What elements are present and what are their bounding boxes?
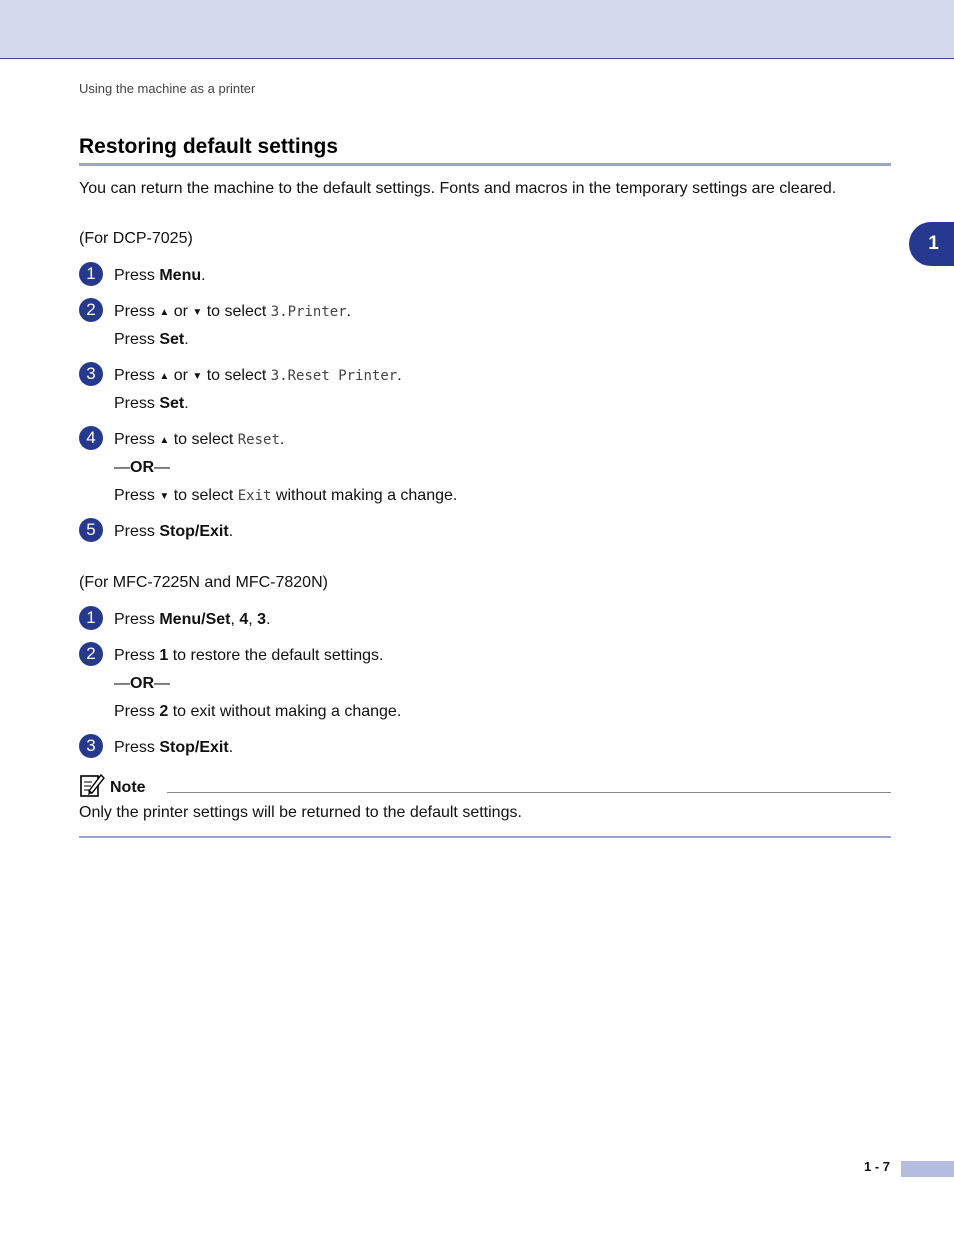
step-number-badge: 3	[79, 734, 103, 758]
step-a5	[79, 520, 234, 542]
step-punct: .	[266, 611, 271, 628]
intro-paragraph: You can return the machine to the default settings. Fonts and macros in the temporary settings are cleared.	[79, 180, 837, 197]
step-text: Press	[114, 367, 160, 384]
step-b3	[79, 736, 234, 758]
down-arrow-icon: ▼	[159, 491, 170, 502]
step-text: to select	[169, 431, 238, 448]
key-label: Stop/Exit	[159, 523, 229, 540]
step-text: Press	[114, 267, 160, 284]
key-label: Set	[159, 395, 185, 412]
step-text: to select	[169, 487, 238, 504]
header-band	[0, 0, 954, 59]
key-label: 2	[159, 703, 169, 720]
lcd-text: Reset	[237, 432, 280, 448]
up-arrow-icon: ▲	[159, 307, 170, 318]
step-number-badge: 4	[79, 426, 103, 450]
step-a1	[79, 264, 206, 286]
key-label: Set	[159, 331, 185, 348]
page-number-bar	[901, 1161, 954, 1177]
chapter-number: 1	[928, 233, 939, 254]
note-header	[79, 772, 891, 798]
chapter-tab[interactable]	[909, 222, 954, 266]
dash: —	[154, 459, 170, 476]
step-punct: ,	[248, 611, 258, 628]
or-separator	[114, 674, 170, 694]
key-label: 3	[257, 611, 267, 628]
step-text: Press	[114, 739, 160, 756]
step-number-badge: 3	[79, 362, 103, 386]
step-number-badge: 2	[79, 642, 103, 666]
dash: —	[154, 675, 170, 692]
step-text: to select	[202, 367, 271, 384]
step-a4	[79, 428, 458, 504]
step-text: Press	[114, 703, 160, 720]
step-punct: .	[228, 523, 234, 540]
step-number-badge: 5	[79, 518, 103, 542]
running-head: Using the machine as a printer	[79, 81, 256, 96]
step-text: to select	[202, 303, 271, 320]
note-text: Only the printer settings will be returned to the default settings.	[79, 804, 522, 821]
note-label: Note	[110, 779, 146, 796]
page-title: Restoring default settings	[79, 135, 891, 166]
step-text: to restore the default settings.	[168, 647, 384, 664]
lcd-text: 3.Reset Printer	[270, 368, 398, 384]
step-punct: .	[346, 303, 352, 320]
step-punct: .	[228, 739, 234, 756]
lcd-text: 3.Printer	[270, 304, 347, 320]
step-text: Press	[114, 611, 160, 628]
section-label-dcp: (For DCP-7025)	[79, 230, 193, 247]
dash: —	[114, 459, 130, 476]
down-arrow-icon: ▼	[192, 371, 203, 382]
step-b1	[79, 608, 271, 630]
key-label: 4	[239, 611, 249, 628]
step-number-badge: 1	[79, 262, 103, 286]
step-text: Press	[114, 395, 160, 412]
lcd-text: Exit	[237, 488, 272, 504]
step-punct: .	[201, 267, 206, 284]
key-label: 1	[159, 647, 169, 664]
key-label: Stop/Exit	[159, 739, 229, 756]
step-text: Press	[114, 647, 160, 664]
section-label-mfc: (For MFC-7225N and MFC-7820N)	[79, 574, 328, 591]
step-punct: ,	[230, 611, 240, 628]
step-text: to exit without making a change.	[168, 703, 402, 720]
key-label: Menu	[159, 267, 202, 284]
step-text: Press	[114, 331, 160, 348]
step-text: Press	[114, 523, 160, 540]
up-arrow-icon: ▲	[159, 371, 170, 382]
dash: —	[114, 675, 130, 692]
note-bottom-rule	[79, 836, 891, 838]
up-arrow-icon: ▲	[159, 435, 170, 446]
step-punct: .	[279, 431, 285, 448]
step-punct: .	[184, 395, 189, 412]
step-number-badge: 2	[79, 298, 103, 322]
step-punct: .	[184, 331, 189, 348]
step-number-badge: 1	[79, 606, 103, 630]
or-label: OR	[130, 459, 154, 476]
key-label: Menu/Set	[159, 611, 231, 628]
page-number: 1 - 7	[864, 1159, 891, 1174]
step-text: or	[169, 367, 193, 384]
step-text: without making a change.	[271, 487, 458, 504]
step-text: Press	[114, 303, 160, 320]
step-b2	[79, 644, 402, 720]
step-text: Press	[114, 487, 160, 504]
step-text: or	[169, 303, 193, 320]
note-rule	[167, 792, 891, 793]
step-text: Press	[114, 431, 160, 448]
step-punct: .	[397, 367, 402, 384]
note-pencil-icon	[79, 772, 105, 798]
step-a3	[79, 364, 402, 412]
step-a2	[79, 300, 352, 348]
or-label: OR	[130, 675, 154, 692]
or-separator	[114, 458, 170, 478]
down-arrow-icon: ▼	[192, 307, 203, 318]
